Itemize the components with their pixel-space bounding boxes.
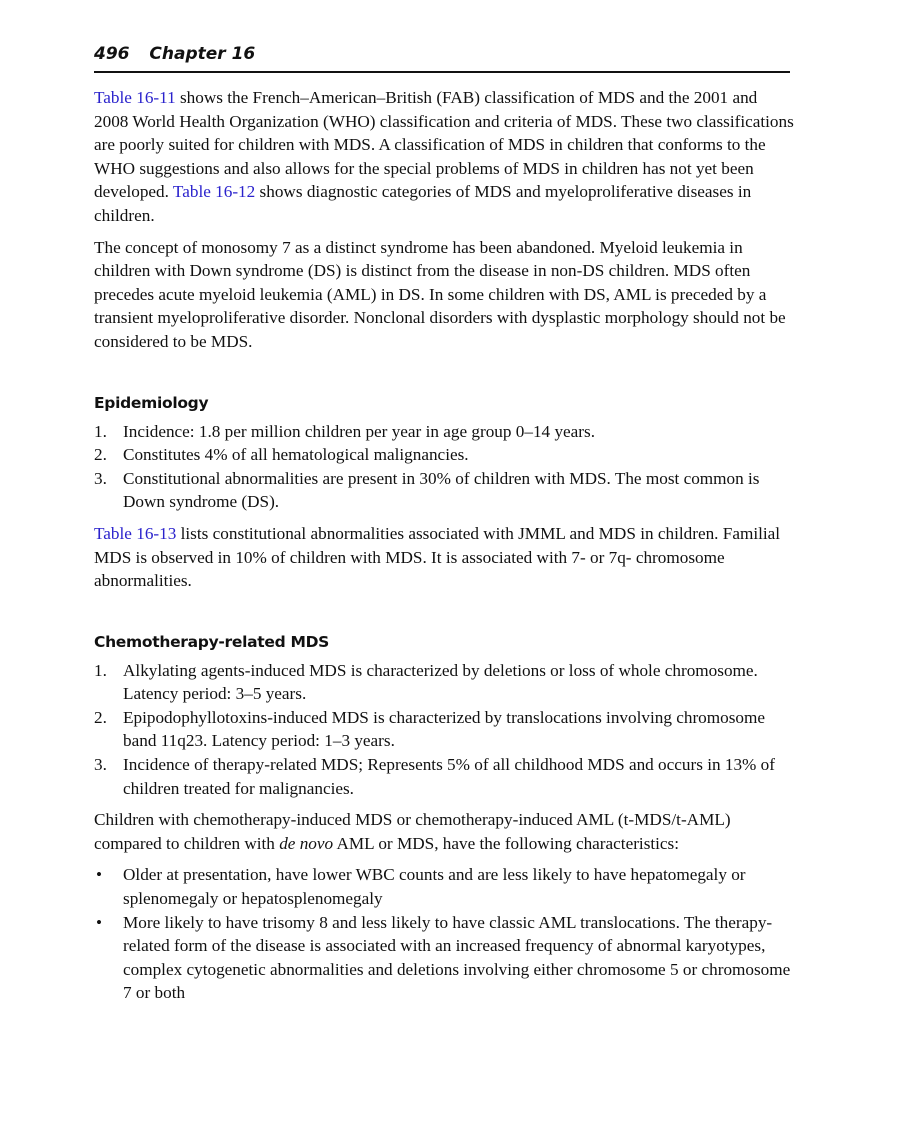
list-item (94, 443, 794, 467)
list-item-text: More likely to have trisomy 8 and less likely to have classic AML translocations. The therapy-related form of the disease is associated with an increased frequency of abnormal karyotypes, complex cytogenetic abnormalities and deletions involving either chromosome 5 or chromosome 7 or both (123, 912, 791, 1003)
de-novo-italic: de novo (279, 833, 334, 853)
list-item-text: Epipodophyllotoxins-induced MDS is characterized by translocations involving chromosome band 11q23. Latency period: 1–3 years. (123, 707, 766, 751)
list-item (94, 467, 794, 514)
bullet-icon: • (96, 912, 103, 932)
list-number: 2. (94, 445, 107, 465)
table-16-13-link[interactable]: Table 16-13 (94, 523, 177, 543)
chemo-paragraph-text-1: Children with chemotherapy-induced MDS or chemotherapy-induced AML (t-MDS/t-AML) compared to children with (94, 810, 731, 853)
list-number: 2. (94, 707, 107, 727)
list-item-text: Alkylating agents-induced MDS is characterized by deletions or loss of whole chromosome. Latency period: 3–5 years. (123, 660, 758, 704)
list-item-text: Incidence: 1.8 per million children per year in age group 0–14 years. (123, 421, 596, 441)
list-item (94, 659, 794, 706)
page-number: 496 (94, 44, 130, 64)
chemo-paragraph-text-2: AML or MDS, have the following characteristics: (333, 833, 680, 853)
chemo-paragraph (94, 808, 794, 855)
characteristics-list (94, 863, 794, 1005)
chemo-heading: Chemotherapy-related MDS (94, 632, 330, 651)
table-16-11-link[interactable]: Table 16-11 (94, 88, 176, 107)
bullet-icon: • (96, 865, 103, 885)
list-item (94, 706, 794, 753)
intro-text-2: shows diagnostic categories of MDS and myeloproliferative diseases in children. (94, 182, 752, 225)
list-item-text: Constitutes 4% of all hematological malignancies. (123, 445, 469, 465)
page-body (94, 86, 794, 1013)
list-item-text: Constitutional abnormalities are present in 30% of children with MDS. The most common is Down syndrome (DS). (123, 468, 760, 512)
list-number: 1. (94, 660, 107, 680)
list-number: 3. (94, 468, 107, 488)
epidemiology-list (94, 420, 794, 514)
chapter-title: Chapter 16 (149, 44, 256, 64)
running-header (94, 43, 790, 73)
list-number: 1. (94, 421, 107, 441)
list-item-text: Incidence of therapy-related MDS; Represents 5% of all childhood MDS and occurs in 13% of children treated for malignancies. (123, 755, 775, 798)
epidemiology-paragraph-text: lists constitutional abnormalities associated with JMML and MDS in children. Familial MDS is observed in 10% of children with MDS. It is associated with 7- or 7q- chromosome abnormalities. (94, 523, 781, 591)
intro-paragraph-2: The concept of monosomy 7 as a distinct syndrome has been abandoned. Myeloid leukemia in children with Down syndrome (DS) is distinct from the disease in non-DS children. MDS often precedes acute myeloid leukemia (AML) in DS. In some children with DS, AML is preceded by a transient myeloproliferative disorder. Nonclonal disorders with dysplastic morphology should not be considered to be MDS. (94, 237, 786, 351)
table-16-12-link[interactable]: Table 16-12 (172, 182, 256, 202)
list-item (94, 420, 794, 444)
list-number: 3. (94, 755, 107, 775)
list-item-text: Older at presentation, have lower WBC counts and are less likely to have hepatomegaly or splenomegaly or hepatosplenomegaly (123, 865, 746, 909)
list-item (94, 753, 794, 800)
chemo-list (94, 659, 794, 801)
intro-paragraph-1 (94, 86, 794, 228)
list-item (94, 911, 794, 1005)
list-item (94, 863, 794, 910)
epidemiology-heading: Epidemiology (94, 393, 209, 412)
intro-text-1: shows the French–American–British (FAB) classification of MDS and the 2001 and 2008 World Health Organization (WHO) classification and criteria of MDS. These two classifications are poorly suited for children with MDS. A classification of MDS in children that conforms to the WHO suggestions and also allows for the special problems of MDS in children has not yet been developed. (94, 88, 794, 202)
epidemiology-paragraph (94, 522, 794, 593)
